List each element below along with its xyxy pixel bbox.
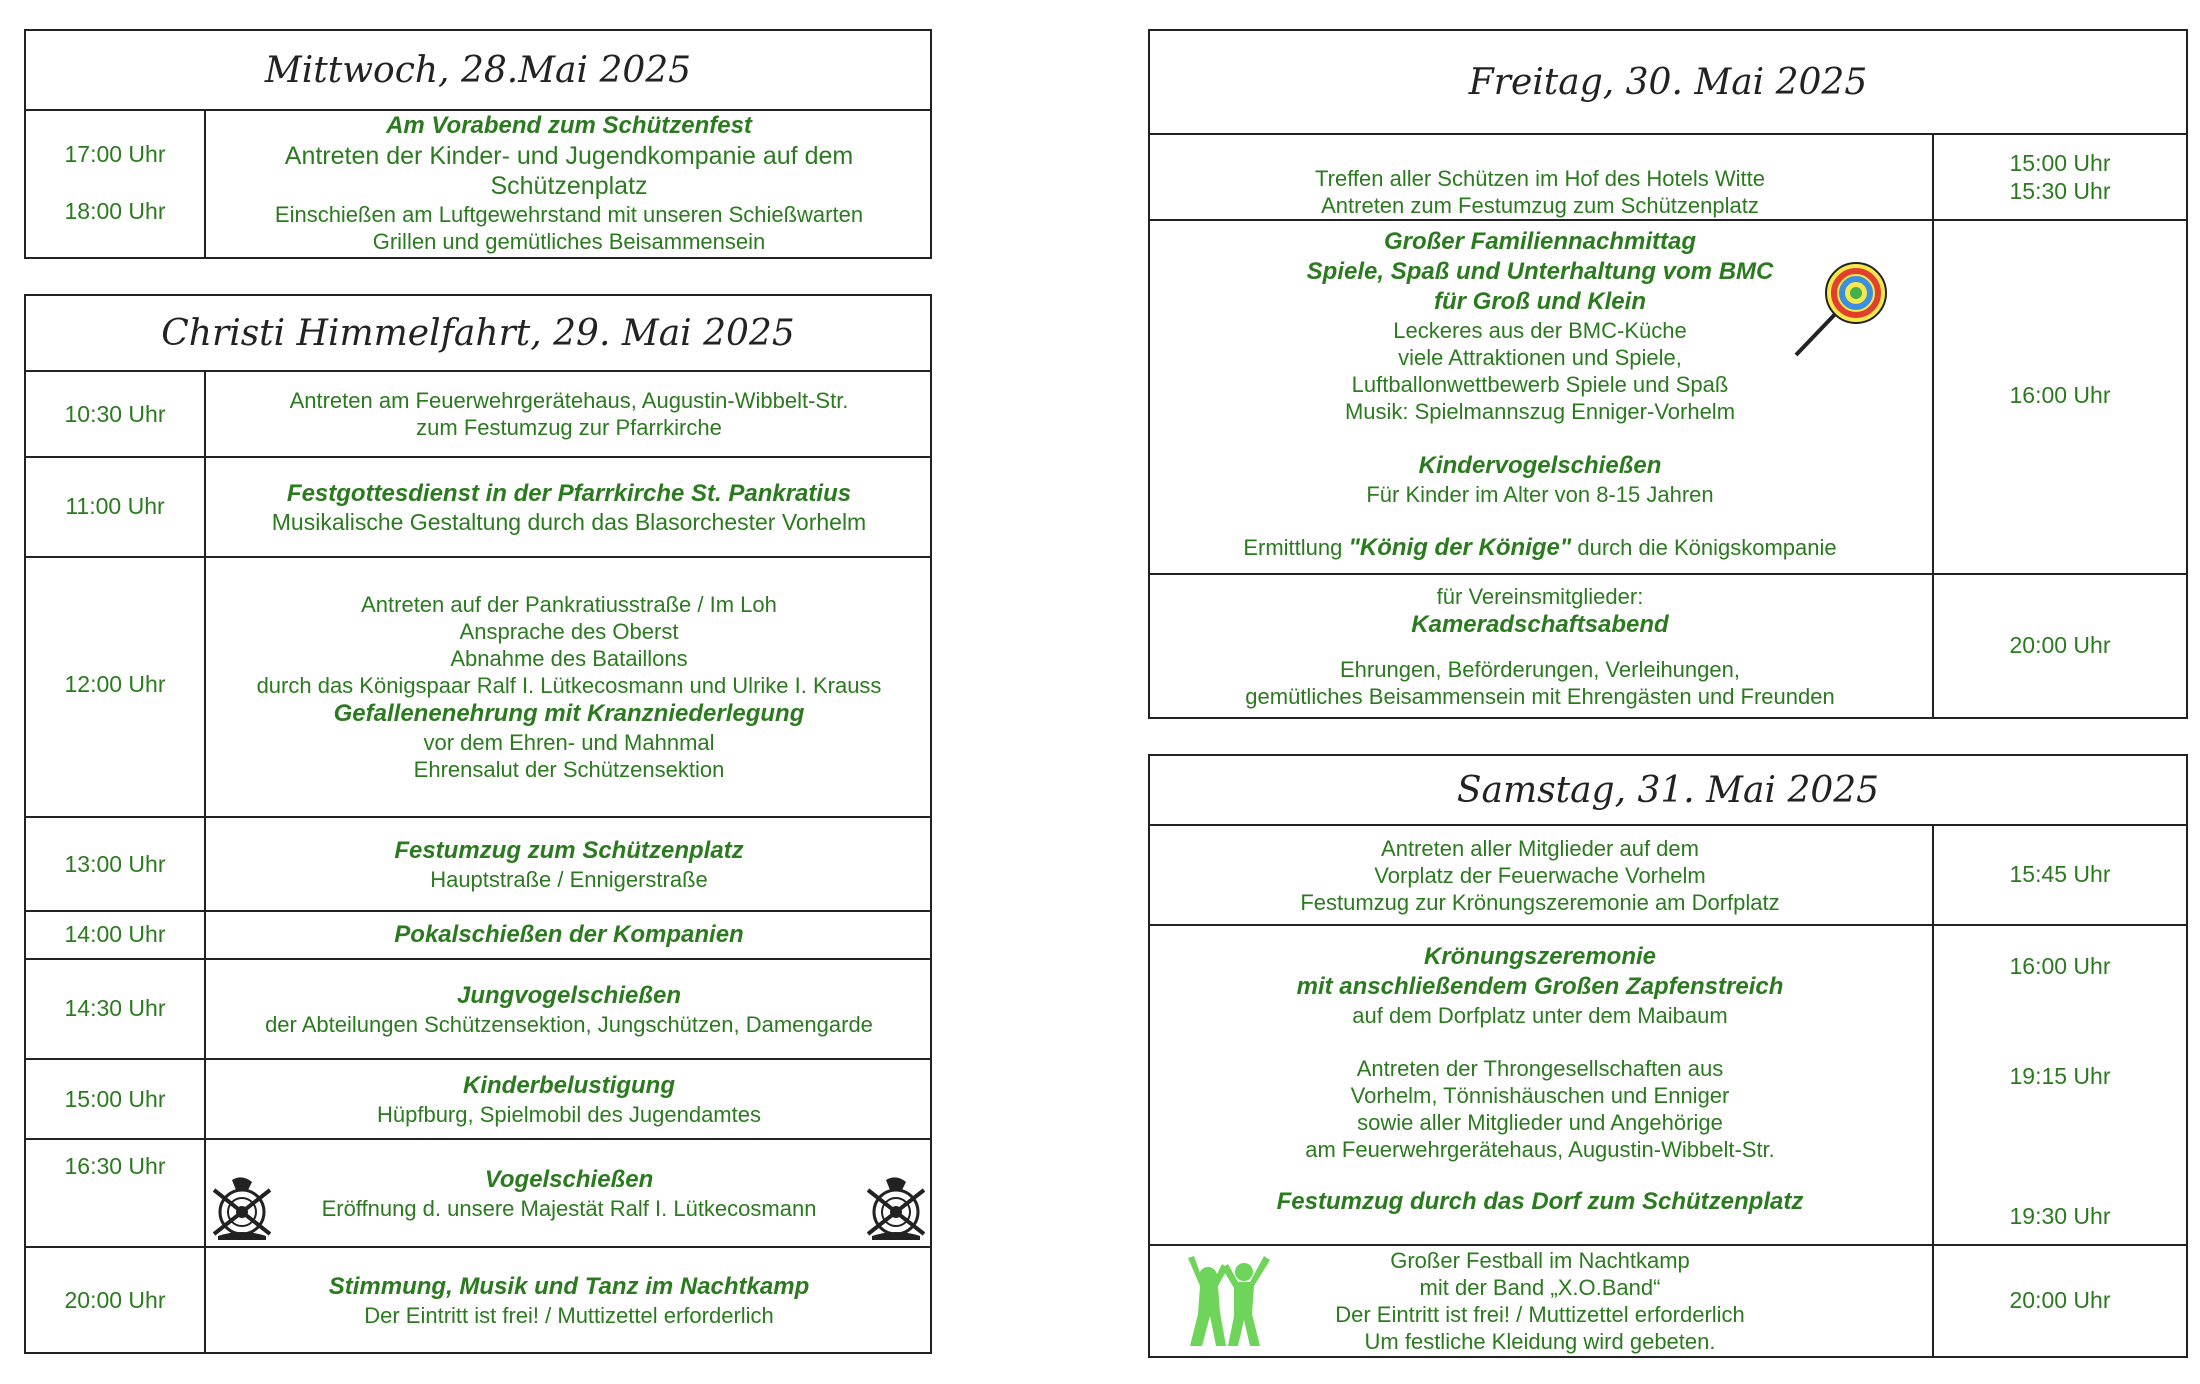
event-heading: mit anschließendem Großen Zapfenstreich: [1296, 973, 1784, 1000]
event-line: auf dem Dorfplatz unter dem Maibaum: [1352, 1003, 1728, 1028]
event-line: Ehrungen, Beförderungen, Verleihungen,: [1340, 656, 1740, 682]
time-label: 18:00 Uhr: [64, 198, 166, 224]
event-line: der Abteilungen Schützensektion, Jungschützen, Damengarde: [265, 1011, 873, 1037]
event-line: Leckeres aus der BMC-Küche: [1393, 318, 1687, 343]
event-heading: Spiele, Spaß und Unterhaltung vom BMC: [1306, 258, 1774, 285]
event-line: gemütliches Beisammensein mit Ehrengästen und Freunden: [1245, 683, 1835, 709]
event-line: durch das Königspaar Ralf I. Lütkecosmann und Ulrike I. Krauss: [256, 673, 882, 698]
schedule-row: [1150, 926, 2186, 1246]
event-heading: Kinderbelustigung: [463, 1071, 675, 1099]
event-line: Antreten der Throngesellschaften aus: [1356, 1056, 1724, 1081]
event-heading: Am Vorabend zum Schützenfest: [386, 112, 752, 139]
time-label: 14:30 Uhr: [64, 995, 166, 1021]
friday-title: Freitag, 30. Mai 2025: [1150, 31, 2186, 135]
event-line: Eröffnung d. unsere Majestät Ralf I. Lütkecosmann: [321, 1195, 817, 1221]
schedule-row: [26, 1060, 930, 1140]
event-heading: Pokalschießen der Kompanien: [394, 921, 744, 948]
event-line: für Vereinsmitglieder:: [1436, 583, 1644, 609]
event-line: Der Eintritt ist frei! / Muttizettel erforderlich: [364, 1302, 774, 1328]
time-label: 17:00 Uhr: [64, 141, 166, 167]
time-label: 16:00 Uhr: [2009, 382, 2111, 408]
event-heading: Kameradschaftsabend: [1411, 610, 1669, 638]
time-label: 15:45 Uhr: [2009, 861, 2111, 887]
event-line: mit der Band „X.O.Band“: [1419, 1275, 1661, 1300]
lollipop-icon: [1788, 257, 1894, 363]
time-label: 15:30 Uhr: [2009, 178, 2111, 204]
thursday-table: [24, 294, 932, 1354]
event-line: Für Kinder im Alter von 8-15 Jahren: [1366, 482, 1714, 507]
shooting-club-emblem-icon: [864, 1176, 928, 1242]
schedule-row: [1150, 135, 2186, 221]
time-cell: [26, 111, 206, 257]
event-line: Treffen aller Schützen im Hof des Hotels Witte: [1315, 166, 1765, 191]
event-line: vor dem Ehren- und Mahnmal: [423, 730, 715, 755]
schedule-row: [26, 960, 930, 1060]
event-line: Um festliche Kleidung wird gebeten.: [1364, 1329, 1716, 1354]
event-heading: Festumzug durch das Dorf zum Schützenplatz: [1276, 1188, 1804, 1215]
schedule-row: [26, 458, 930, 558]
event-line: zum Festumzug zur Pfarrkirche: [416, 415, 722, 440]
schedule-row: [26, 818, 930, 912]
schedule-row: [1150, 575, 2186, 717]
time-label: 10:30 Uhr: [64, 401, 166, 427]
event-line: Vorhelm, Tönnishäuschen und Enniger: [1350, 1083, 1730, 1108]
time-label: 13:00 Uhr: [64, 851, 166, 877]
event-line: Musik: Spielmannszug Enniger-Vorhelm: [1344, 399, 1736, 424]
event-line: Vorplatz der Feuerwache Vorhelm: [1374, 862, 1706, 888]
event-heading: Großer Familiennachmittag: [1383, 228, 1697, 255]
friday-table: [1148, 29, 2188, 719]
event-line: sowie aller Mitglieder und Angehörige: [1357, 1110, 1723, 1135]
time-label: 14:00 Uhr: [64, 921, 166, 947]
event-line-part: Ermittlung: [1243, 535, 1349, 560]
dancing-people-icon: [1178, 1254, 1274, 1350]
event-line-part: durch die Königskompanie: [1571, 535, 1837, 560]
thursday-title: Christi Himmelfahrt, 29. Mai 2025: [26, 296, 930, 372]
event-heading: Festumzug zum Schützenplatz: [394, 836, 744, 864]
event-line: Schützenplatz: [490, 172, 648, 200]
saturday-table: [1148, 754, 2188, 1358]
event-line: am Feuerwehrgerätehaus, Augustin-Wibbelt-Str.: [1305, 1137, 1775, 1162]
time-label: 20:00 Uhr: [2009, 1287, 2111, 1313]
schedule-row: [26, 1140, 930, 1248]
event-line: Musikalische Gestaltung durch das Blasorchester Vorhelm: [271, 508, 867, 535]
event-heading: Vogelschießen: [484, 1165, 654, 1193]
event-line: Grillen und gemütliches Beisammensein: [372, 229, 766, 254]
event-line: Hüpfburg, Spielmobil des Jugendamtes: [376, 1101, 761, 1127]
schedule-row: [26, 558, 930, 818]
event-heading: Festgottesdienst in der Pfarrkirche St. Pankratius: [286, 479, 852, 507]
event-heading: Jungvogelschießen: [456, 981, 682, 1009]
event-heading: Kindervogelschießen: [1418, 452, 1662, 479]
time-label: 15:00 Uhr: [2009, 150, 2111, 176]
time-label: 12:00 Uhr: [64, 671, 166, 697]
event-line: Der Eintritt ist frei! / Muttizettel erforderlich: [1335, 1302, 1745, 1327]
wednesday-title: Mittwoch, 28.Mai 2025: [26, 31, 930, 111]
event-line: Antreten der Kinder- und Jugendkompanie auf dem: [284, 142, 854, 170]
schedule-row: [26, 1248, 930, 1352]
time-label: 19:30 Uhr: [2009, 1203, 2111, 1229]
wednesday-table: [24, 29, 932, 259]
time-label: 20:00 Uhr: [2009, 632, 2111, 658]
event-cell: [208, 111, 930, 257]
event-heading: Stimmung, Musik und Tanz im Nachtkamp: [328, 1272, 810, 1300]
event-line: Antreten am Feuerwehrgerätehaus, Augustin-Wibbelt-Str.: [289, 388, 849, 413]
event-heading: Krönungszeremonie: [1423, 943, 1657, 970]
event-line: viele Attraktionen und Spiele,: [1398, 345, 1682, 370]
schedule-row: [26, 912, 930, 960]
event-line: Ansprache des Oberst: [459, 619, 679, 644]
time-label: 19:15 Uhr: [2009, 1063, 2111, 1089]
time-label: 15:00 Uhr: [64, 1086, 166, 1112]
wednesday-row: [26, 111, 930, 257]
time-label: 20:00 Uhr: [64, 1287, 166, 1313]
schedule-row: [1150, 826, 2186, 926]
event-highlight: "König der Könige": [1348, 534, 1572, 561]
event-line: Einschießen am Luftgewehrstand mit unseren Schießwarten: [274, 202, 864, 227]
event-line: Hauptstraße / Ennigerstraße: [430, 866, 708, 892]
saturday-title: Samstag, 31. Mai 2025: [1150, 756, 2186, 826]
event-line: Abnahme des Bataillons: [450, 646, 688, 671]
event-line: Luftballonwettbewerb Spiele und Spaß: [1351, 372, 1729, 397]
shooting-club-emblem-icon: [210, 1176, 274, 1242]
time-label: 11:00 Uhr: [65, 493, 165, 519]
time-label: 16:00 Uhr: [2009, 953, 2111, 979]
event-line: Festumzug zur Krönungszeremonie am Dorfplatz: [1300, 889, 1780, 915]
event-line: Großer Festball im Nachtkamp: [1390, 1248, 1690, 1273]
event-line: Antreten aller Mitglieder auf dem: [1381, 835, 1699, 861]
event-line: Antreten zum Festumzug zum Schützenplatz: [1321, 193, 1759, 218]
schedule-row: [1150, 221, 2186, 575]
schedule-row: [1150, 1246, 2186, 1356]
time-label: 16:30 Uhr: [64, 1153, 166, 1179]
event-heading: Gefallenenehrung mit Kranzniederlegung: [333, 700, 805, 727]
event-line: [1160, 534, 1920, 561]
schedule-row: [26, 372, 930, 458]
event-line: Ehrensalut der Schützensektion: [413, 757, 725, 782]
event-line: Antreten auf der Pankratiusstraße / Im Loh: [361, 592, 777, 617]
event-heading: für Groß und Klein: [1434, 288, 1646, 315]
